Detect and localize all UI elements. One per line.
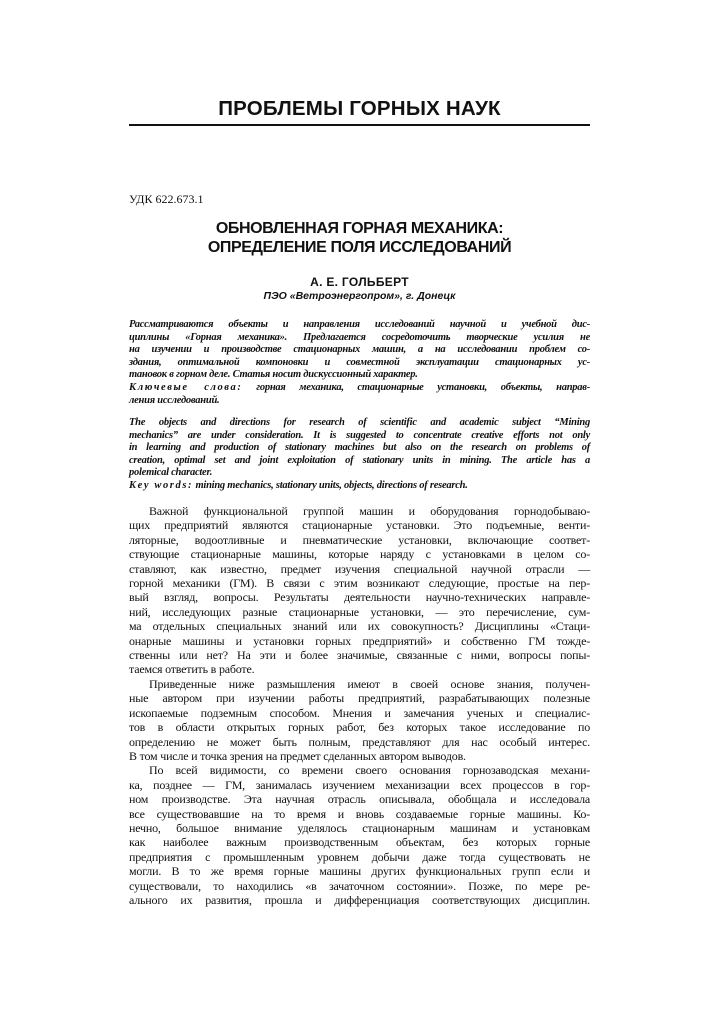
keywords-line: ления исследований. xyxy=(129,394,220,406)
abstract-line: на изучении и производстве стационарных машин, а на исследовании проблем со- xyxy=(129,344,590,356)
body-line: предприятия с промышленным уровнем добычи даже тогда существовать не xyxy=(129,849,590,864)
body-line: нечно, большое внимание уделялось стационарным машинам и установкам xyxy=(129,820,590,835)
header-rule xyxy=(129,124,590,126)
abstract-line: тановок в горном деле. Статья носит дискуссионный характер. xyxy=(129,369,418,381)
body-line: таемся ответить в работе. xyxy=(129,662,255,677)
abstract-line: mechanics” are under consideration. It is suggested to concentrate creative efforts not only xyxy=(129,429,590,441)
abstract-line: циплины «Горная механика». Предлагается сосредоточить творческие усилия не xyxy=(129,331,590,343)
body-line: как наиболее важным производственным объектам, без которых горные xyxy=(129,835,590,850)
body-line: В том числе и точка зрения на предмет сделанных автором выводов. xyxy=(129,748,466,763)
abstract-line: The objects and directions for research of scientific and academic subject “Mining xyxy=(129,417,590,428)
keywords-text: mining mechanics, stationary units, objects, directions of research. xyxy=(193,479,468,491)
body-line: ственны или нет? На эти и более значимые, связанные с ними, вопросы попы- xyxy=(129,648,590,663)
body-line: существовали, то находились «в зачаточном состоянии». Позже, по мере ре- xyxy=(129,878,590,893)
abstract-russian xyxy=(129,319,590,407)
body-line: онарные машины и установки горных предприятий» и собственно ГМ тожде- xyxy=(129,633,590,648)
body-line: могли. В то же время горные машины других функциональных групп если и xyxy=(129,864,590,879)
body-line: ном производстве. Эта научная отрасль описывала, обобщала и исследовала xyxy=(129,792,590,807)
body-line: По всей видимости, со времени своего основания горнозаводская механи- xyxy=(149,763,590,778)
keywords-label: Ключевые слова: xyxy=(129,381,243,393)
keywords-text: горная механика, стационарные установки, объекты, направ- xyxy=(242,381,590,393)
body-line: вый взгляд, вопросы. Результаты деятельности научно-технических направле- xyxy=(129,590,590,605)
abstract-line: creation, optimal set and joint exploitation of stationary units in mining. The article has a xyxy=(129,454,590,466)
body-line: ляторные, водоотливные и пневматические установки, включающие соответ- xyxy=(129,532,590,547)
title-line: ОБНОВЛЕННАЯ ГОРНАЯ МЕХАНИКА: xyxy=(215,220,504,237)
body-line: горной механики (ГМ). В связи с этим возникают следующие, простые на пер- xyxy=(129,576,590,591)
body-line: определению не может быть полным, представляют для нас особый интерес. xyxy=(129,734,590,749)
keywords-line xyxy=(129,382,590,395)
author-affiliation: ПЭО «Ветроэнергопром», г. Донецк xyxy=(263,290,456,302)
keywords-label: Key words: xyxy=(129,479,194,491)
title-line: ОПРЕДЕЛЕНИЕ ПОЛЯ ИССЛЕДОВАНИЙ xyxy=(207,239,512,256)
body-line: Важной функциональной группой машин и оборудования горнодобываю- xyxy=(149,504,590,518)
abstract-line: здания, оптимальной компоновки и совместной эксплуатации стационарных ус- xyxy=(129,356,590,368)
abstract-line: in learning and production of stationary machines but also on the research on problems of xyxy=(129,442,590,454)
body-line: ставляют, как известно, предмет изучения специальной научной отрасли — xyxy=(129,561,590,576)
keywords-line xyxy=(129,480,590,493)
article-body xyxy=(129,504,590,907)
body-line: ма отдельных специальных знаний или их совокупность? Дисциплины «Стаци- xyxy=(129,619,590,634)
body-line: ний, исследующих разные стационарные установки, — это перечисление, сум- xyxy=(129,604,590,619)
body-line: ископаемые подземным способом. Мнения и замечания ученых и специалис- xyxy=(129,705,590,720)
article-title xyxy=(129,219,590,257)
section-header: ПРОБЛЕМЫ ГОРНЫХ НАУК xyxy=(218,97,501,120)
author-name: А. Е. ГОЛЬБЕРТ xyxy=(310,275,409,289)
body-line: все существовавшие на то время и вновь создаваемые горные машины. Ко- xyxy=(129,806,590,821)
body-line: ствующие стационарные машины, которые наряду с установками в целом со- xyxy=(129,547,590,562)
abstract-line: Рассматриваются объекты и направления исследований научной и учебной дис- xyxy=(129,319,590,330)
abstract-english xyxy=(129,417,590,493)
abstract-line: polemical character. xyxy=(129,467,213,479)
body-line: Приведенные ниже размышления имеют в своей основе знания, получен- xyxy=(149,676,590,691)
body-line: ка, позднее — ГМ, занималась изучением механизации всех процессов в гор- xyxy=(129,777,590,792)
body-line: ные автором при изучении работы предприятий, разрабатывающих полезные xyxy=(129,691,590,706)
body-line: ального их развития, прошла и дифференциация соответствующих дисциплин. xyxy=(129,892,590,907)
body-line: тов в области открытых горных работ, без которых такое исследование по xyxy=(129,720,590,735)
udc-code: УДК 622.673.1 xyxy=(129,192,204,206)
body-line: щих предприятий являются стационарные установки. Это подъемные, венти- xyxy=(129,518,590,533)
